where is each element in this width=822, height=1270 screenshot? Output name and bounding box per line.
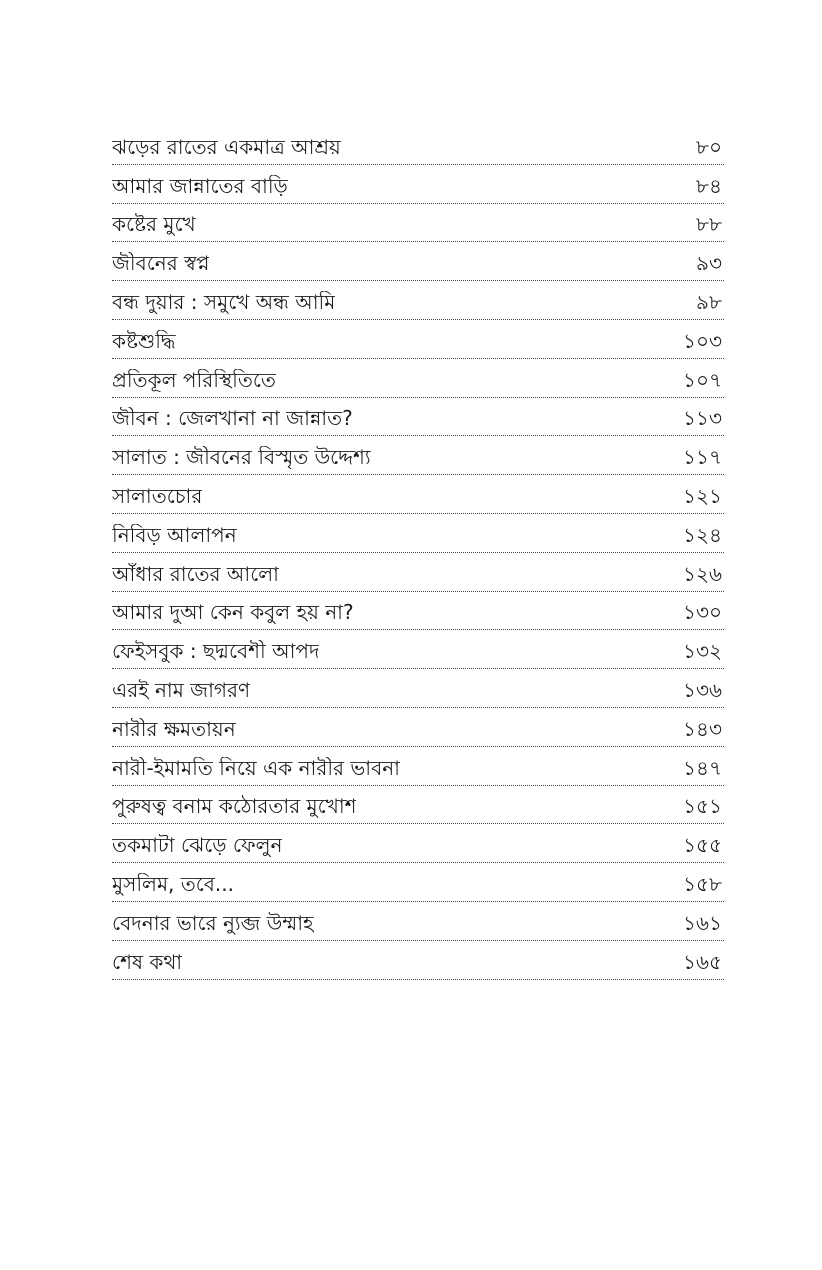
toc-entry-page: ১১৩ — [683, 406, 722, 431]
toc-entry-page: ১২৪ — [683, 522, 722, 547]
toc-entry-page: ১৬১ — [683, 910, 722, 935]
toc-entry-title: ঝড়ের রাতের একমাত্র আশ্রয় — [112, 135, 341, 159]
toc-entry-page: ৮৮ — [696, 212, 722, 237]
toc-entry-page: ৯৮ — [696, 289, 722, 314]
toc-entry-title: শেষ কথা — [112, 950, 183, 974]
toc-entry-title: ফেইসবুক : ছদ্মবেশী আপদ — [112, 640, 320, 664]
toc-entry-title: আমার জান্নাতের বাড়ি — [112, 174, 288, 198]
toc-entry — [112, 592, 724, 631]
toc-entry-title: সালাতচোর — [112, 484, 203, 508]
toc-entry — [112, 863, 724, 902]
toc-entry — [112, 941, 724, 980]
toc-entry — [112, 553, 724, 592]
toc-entry — [112, 320, 724, 359]
toc-entry-page: ১৫১ — [683, 794, 722, 819]
toc-entry-title: নিবিড় আলাপন — [112, 523, 237, 547]
toc-entry-page: ১৩৬ — [683, 677, 722, 702]
toc-entry-page: ১৩০ — [683, 600, 722, 625]
toc-entry — [112, 747, 724, 786]
toc-entry-page: ১৩২ — [683, 639, 722, 664]
toc-entry — [112, 514, 724, 553]
toc-entry-title: তকমাটা ঝেড়ে ফেলুন — [112, 834, 283, 858]
toc-entry-title: বন্ধ দুয়ার : সমুখে অন্ধ আমি — [112, 290, 336, 314]
toc-entry-title: নারী-ইমামতি নিয়ে এক নারীর ভাবনা — [112, 756, 400, 780]
toc-entry — [112, 126, 724, 165]
toc-entry — [112, 786, 724, 825]
toc-entry-page: ৮৪ — [696, 173, 722, 198]
toc-entry-page: ১২৬ — [683, 561, 722, 586]
toc-entry-page: ১৪৩ — [683, 716, 722, 741]
toc-entry — [112, 902, 724, 941]
toc-entry — [112, 398, 724, 437]
toc-entry — [112, 204, 724, 243]
toc-entry-page: ৯৩ — [696, 251, 722, 276]
toc-entry — [112, 281, 724, 320]
toc-entry — [112, 242, 724, 281]
toc-entry-page: ১০৭ — [683, 367, 722, 392]
toc-entry — [112, 824, 724, 863]
toc-entry-title: জীবন : জেলখানা না জান্নাত? — [112, 407, 353, 431]
toc-entry — [112, 630, 724, 669]
toc-entry-title: সালাত : জীবনের বিস্মৃত উদ্দেশ্য — [112, 446, 371, 470]
toc-entry-title: পুরুষত্ব বনাম কঠোরতার মুখোশ — [112, 795, 357, 819]
toc-entry — [112, 708, 724, 747]
toc-entry-page: ১২১ — [683, 483, 722, 508]
toc-entry — [112, 475, 724, 514]
toc-entry-title: জীবনের স্বপ্ন — [112, 252, 210, 276]
toc-entry-title: মুসলিম, তবে... — [112, 872, 235, 896]
toc-entry-page: ৮০ — [696, 134, 722, 159]
toc-entry-title: বেদনার ভারে ন্যুব্জ উম্মাহ — [112, 911, 314, 935]
table-of-contents — [112, 126, 724, 980]
toc-entry — [112, 669, 724, 708]
toc-entry-page: ১০৩ — [683, 328, 722, 353]
toc-entry-title: আমার দুআ কেন কবুল হয় না? — [112, 601, 354, 625]
toc-entry-title: নারীর ক্ষমতায়ন — [112, 717, 236, 741]
toc-entry-title: কষ্টের মুখে — [112, 213, 196, 237]
toc-entry-page: ১১৭ — [683, 445, 722, 470]
toc-entry — [112, 359, 724, 398]
toc-entry — [112, 165, 724, 204]
toc-entry-page: ১৬৫ — [683, 949, 722, 974]
toc-entry-page: ১৪৭ — [683, 755, 722, 780]
toc-entry-title: প্রতিকূল পরিস্থিতিতে — [112, 368, 276, 392]
toc-entry-title: এরই নাম জাগরণ — [112, 678, 251, 702]
toc-entry-page: ১৫৮ — [683, 871, 722, 896]
toc-entry-page: ১৫৫ — [683, 833, 722, 858]
toc-entry-title: কষ্টশুদ্ধি — [112, 329, 176, 353]
toc-entry-title: আঁধার রাতের আলো — [112, 562, 279, 586]
toc-entry — [112, 436, 724, 475]
